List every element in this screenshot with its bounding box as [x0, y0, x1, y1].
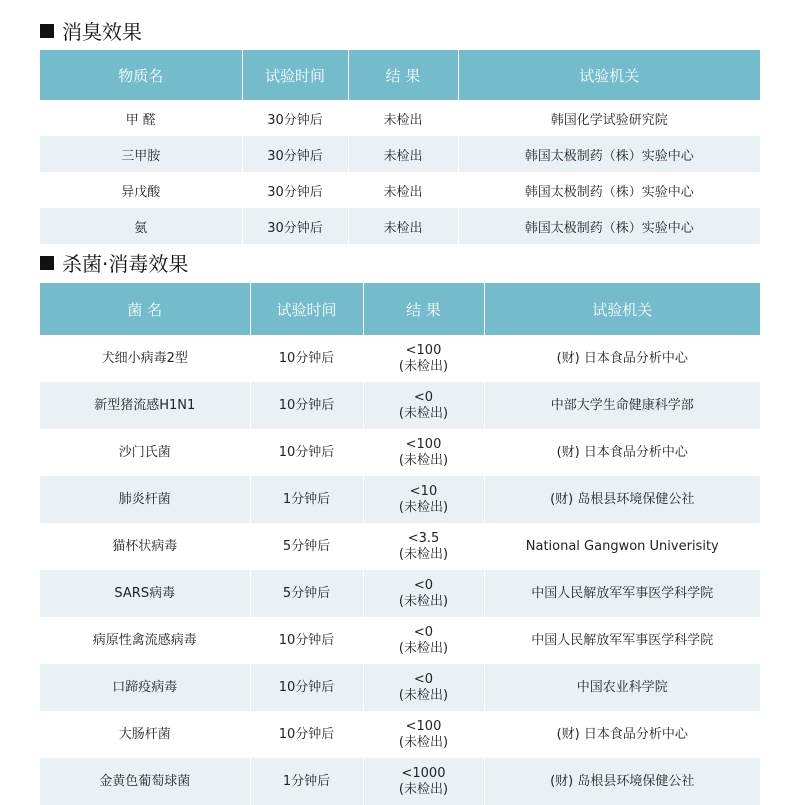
cell-institution: (财) 日本食品分析中心: [484, 335, 760, 382]
cell-institution: 韩国太极制药（株）实验中心: [458, 172, 760, 208]
cell-institution: 韩国太极制药（株）实验中心: [458, 136, 760, 172]
cell-substance: 三甲胺: [40, 136, 242, 172]
deodorization-section-title: [40, 16, 142, 45]
table-row: [40, 758, 760, 805]
result-note: (未检出): [398, 499, 449, 515]
sterilization-section-title: [40, 248, 188, 277]
result-value: <100: [405, 342, 442, 358]
cell-result: 未检出: [348, 172, 458, 208]
cell-result: 未检出: [348, 208, 458, 244]
result-note: (未检出): [398, 405, 449, 421]
result-note: (未检出): [398, 687, 449, 703]
result-value: <1000: [401, 765, 446, 781]
table-row: [40, 429, 760, 476]
table-row: [40, 523, 760, 570]
cell-bacteria-name: 猫杯状病毒: [40, 523, 250, 570]
cell-result: [363, 476, 484, 523]
cell-time: 10分钟后: [250, 617, 363, 664]
cell-time: 10分钟后: [250, 711, 363, 758]
header-bacteria-name: 菌 名: [40, 283, 250, 335]
cell-time: 5分钟后: [250, 570, 363, 617]
table-row: [40, 570, 760, 617]
square-bullet-icon: [40, 24, 54, 38]
cell-institution: (财) 岛根县环境保健公社: [484, 476, 760, 523]
cell-result: [363, 664, 484, 711]
result-value: <100: [405, 718, 442, 734]
cell-time: 5分钟后: [250, 523, 363, 570]
cell-institution: (财) 岛根县环境保健公社: [484, 758, 760, 805]
result-note: (未检出): [398, 734, 449, 750]
section-title-text: 消臭效果: [62, 20, 142, 44]
cell-substance: 甲 醛: [40, 100, 242, 136]
cell-time: 1分钟后: [250, 758, 363, 805]
cell-result: [363, 382, 484, 429]
table-row: [40, 382, 760, 429]
result-value: <0: [413, 671, 434, 687]
cell-bacteria-name: 肺炎杆菌: [40, 476, 250, 523]
sterilization-table: [40, 283, 760, 805]
header-test-time: 试验时间: [242, 50, 348, 100]
table-row: [40, 711, 760, 758]
section-title-text: 杀菌·消毒效果: [62, 252, 189, 276]
result-value: <0: [413, 624, 434, 640]
header-test-institution: 试验机关: [484, 283, 760, 335]
table-row: [40, 100, 760, 136]
result-note: (未检出): [398, 781, 449, 797]
cell-time: 30分钟后: [242, 172, 348, 208]
cell-result: [363, 523, 484, 570]
cell-result: [363, 570, 484, 617]
result-note: (未检出): [398, 546, 449, 562]
cell-result: [363, 617, 484, 664]
cell-bacteria-name: 口蹄疫病毒: [40, 664, 250, 711]
table-header-row: [40, 50, 760, 100]
table-row: [40, 335, 760, 382]
cell-time: 10分钟后: [250, 335, 363, 382]
cell-bacteria-name: 金黄色葡萄球菌: [40, 758, 250, 805]
table-row: [40, 476, 760, 523]
result-note: (未检出): [398, 593, 449, 609]
cell-result: 未检出: [348, 100, 458, 136]
cell-time: 30分钟后: [242, 208, 348, 244]
header-result: 结 果: [363, 283, 484, 335]
table-row: [40, 664, 760, 711]
header-result: 结 果: [348, 50, 458, 100]
cell-result: [363, 711, 484, 758]
table-row: [40, 617, 760, 664]
cell-time: 10分钟后: [250, 664, 363, 711]
cell-bacteria-name: SARS病毒: [40, 570, 250, 617]
cell-bacteria-name: 新型猪流感H1N1: [40, 382, 250, 429]
cell-result: 未检出: [348, 136, 458, 172]
result-note: (未检出): [398, 358, 449, 374]
cell-substance: 异戊酸: [40, 172, 242, 208]
cell-institution: 中国人民解放军军事医学科学院: [484, 570, 760, 617]
result-value: <0: [413, 389, 434, 405]
square-bullet-icon: [40, 256, 54, 270]
cell-time: 30分钟后: [242, 136, 348, 172]
deodorization-table: [40, 50, 760, 244]
result-value: <10: [409, 483, 438, 499]
result-value: <0: [413, 577, 434, 593]
cell-time: 30分钟后: [242, 100, 348, 136]
cell-result: [363, 429, 484, 476]
result-value: <100: [405, 436, 442, 452]
cell-bacteria-name: 沙门氏菌: [40, 429, 250, 476]
cell-institution: (财) 日本食品分析中心: [484, 429, 760, 476]
cell-institution: 中国人民解放军军事医学科学院: [484, 617, 760, 664]
cell-bacteria-name: 病原性禽流感病毒: [40, 617, 250, 664]
result-note: (未检出): [398, 452, 449, 468]
cell-institution: National Gangwon Univerisity: [484, 523, 760, 570]
cell-time: 1分钟后: [250, 476, 363, 523]
cell-institution: (财) 日本食品分析中心: [484, 711, 760, 758]
header-test-institution: 试验机关: [458, 50, 760, 100]
table-header-row: [40, 283, 760, 335]
table-row: [40, 172, 760, 208]
cell-institution: 中部大学生命健康科学部: [484, 382, 760, 429]
cell-bacteria-name: 大肠杆菌: [40, 711, 250, 758]
table-row: [40, 136, 760, 172]
cell-institution: 中国农业科学院: [484, 664, 760, 711]
cell-substance: 氨: [40, 208, 242, 244]
cell-result: [363, 758, 484, 805]
cell-time: 10分钟后: [250, 382, 363, 429]
cell-institution: 韩国化学试验研究院: [458, 100, 760, 136]
header-test-time: 试验时间: [250, 283, 363, 335]
result-value: <3.5: [407, 530, 440, 546]
table-row: [40, 208, 760, 244]
cell-bacteria-name: 犬细小病毒2型: [40, 335, 250, 382]
cell-institution: 韩国太极制药（株）实验中心: [458, 208, 760, 244]
cell-result: [363, 335, 484, 382]
header-substance: 物质名: [40, 50, 242, 100]
result-note: (未检出): [398, 640, 449, 656]
cell-time: 10分钟后: [250, 429, 363, 476]
